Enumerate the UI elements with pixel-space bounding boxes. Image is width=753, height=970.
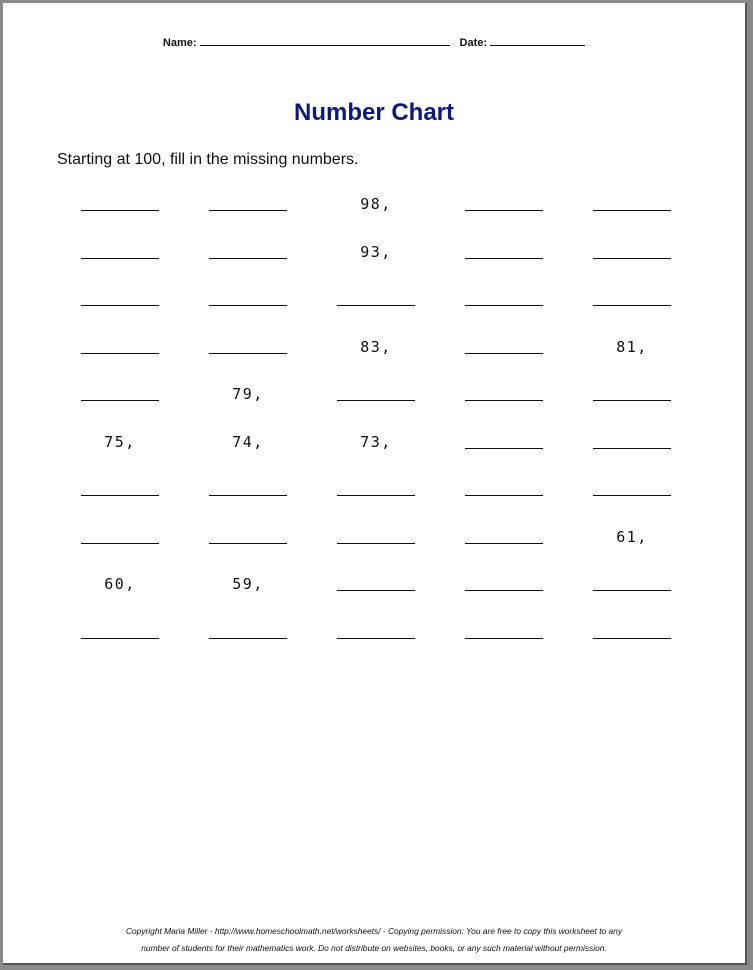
blank-line [465, 448, 543, 449]
number-value: 73, [360, 432, 392, 451]
blank-line [209, 495, 287, 496]
number-grid [55, 189, 695, 664]
missing-number-blank[interactable] [592, 427, 672, 463]
number-value: 75, [104, 432, 136, 451]
chart-row [55, 189, 695, 237]
blank-line [209, 543, 287, 544]
missing-number-blank[interactable] [336, 284, 416, 320]
given-number [80, 569, 160, 605]
missing-number-blank[interactable] [336, 379, 416, 415]
missing-number-blank[interactable] [464, 189, 544, 225]
missing-number-blank[interactable] [208, 522, 288, 558]
missing-number-blank[interactable] [464, 332, 544, 368]
missing-number-blank[interactable] [336, 617, 416, 653]
number-value: 83, [360, 337, 392, 356]
number-value: 81, [616, 337, 648, 356]
blank-line [593, 590, 671, 591]
given-number [208, 379, 288, 415]
blank-line [81, 400, 159, 401]
blank-line [337, 495, 415, 496]
missing-number-blank[interactable] [464, 284, 544, 320]
blank-line [593, 258, 671, 259]
worksheet-page [3, 3, 747, 965]
blank-line [81, 638, 159, 639]
blank-line [81, 495, 159, 496]
blank-line [593, 400, 671, 401]
given-number [592, 332, 672, 368]
blank-line [593, 495, 671, 496]
blank-line [209, 353, 287, 354]
missing-number-blank[interactable] [592, 189, 672, 225]
blank-line [337, 638, 415, 639]
header-line [3, 35, 745, 49]
missing-number-blank[interactable] [592, 617, 672, 653]
given-number [80, 427, 160, 463]
blank-line [465, 495, 543, 496]
missing-number-blank[interactable] [464, 474, 544, 510]
blank-line [465, 305, 543, 306]
missing-number-blank[interactable] [208, 189, 288, 225]
missing-number-blank[interactable] [80, 474, 160, 510]
blank-line [465, 543, 543, 544]
missing-number-blank[interactable] [80, 617, 160, 653]
chart-row [55, 474, 695, 522]
blank-line [81, 258, 159, 259]
missing-number-blank[interactable] [208, 474, 288, 510]
missing-number-blank[interactable] [336, 474, 416, 510]
chart-row [55, 569, 695, 617]
missing-number-blank[interactable] [80, 284, 160, 320]
missing-number-blank[interactable] [464, 569, 544, 605]
blank-line [81, 305, 159, 306]
number-value: 93, [360, 242, 392, 261]
chart-row [55, 237, 695, 285]
number-value: 98, [360, 195, 392, 213]
missing-number-blank[interactable] [80, 189, 160, 225]
name-label: Name: [162, 37, 197, 49]
chart-row [55, 284, 695, 332]
number-value: 59, [232, 575, 264, 593]
blank-line [465, 638, 543, 639]
missing-number-blank[interactable] [592, 284, 672, 320]
page-title: Number Chart [293, 99, 455, 126]
blank-line [593, 210, 671, 211]
blank-line [593, 448, 671, 449]
date-blank [490, 35, 585, 46]
blank-line [209, 638, 287, 639]
missing-number-blank[interactable] [464, 427, 544, 463]
blank-line [81, 543, 159, 544]
number-value: 61, [616, 527, 648, 546]
given-number [208, 427, 288, 463]
blank-line [209, 210, 287, 211]
given-number [336, 332, 416, 368]
date-label: Date: [459, 37, 488, 49]
missing-number-blank[interactable] [208, 617, 288, 653]
blank-line [593, 638, 671, 639]
blank-line [337, 400, 415, 401]
blank-line [337, 305, 415, 306]
missing-number-blank[interactable] [208, 284, 288, 320]
footer-line-2: number of students for their mathematics work. Do not distribute on websites, books, or any such material without permission. [141, 943, 607, 953]
chart-row [55, 617, 695, 665]
copyright-footer [3, 923, 745, 957]
missing-number-blank[interactable] [464, 522, 544, 558]
chart-row [55, 332, 695, 380]
blank-line [593, 305, 671, 306]
name-blank [200, 35, 450, 46]
missing-number-blank[interactable] [80, 379, 160, 415]
chart-row [55, 379, 695, 427]
blank-line [465, 590, 543, 591]
missing-number-blank[interactable] [464, 617, 544, 653]
missing-number-blank[interactable] [464, 237, 544, 273]
given-number [208, 569, 288, 605]
chart-row [55, 427, 695, 475]
blank-line [81, 210, 159, 211]
missing-number-blank[interactable] [592, 474, 672, 510]
given-number [336, 189, 416, 225]
number-value: 79, [232, 385, 264, 403]
blank-line [209, 305, 287, 306]
blank-line [337, 543, 415, 544]
blank-line [81, 353, 159, 354]
given-number [336, 237, 416, 273]
missing-number-blank[interactable] [80, 332, 160, 368]
blank-line [465, 210, 543, 211]
instructions: Starting at 100, fill in the missing numbers. [57, 151, 359, 168]
missing-number-blank[interactable] [464, 379, 544, 415]
blank-line [209, 258, 287, 259]
given-number [592, 522, 672, 558]
chart-row [55, 522, 695, 570]
missing-number-blank[interactable] [592, 569, 672, 605]
missing-number-blank[interactable] [208, 237, 288, 273]
missing-number-blank[interactable] [336, 522, 416, 558]
missing-number-blank[interactable] [592, 379, 672, 415]
blank-line [465, 353, 543, 354]
blank-line [465, 258, 543, 259]
footer-line-1: Copyright Maria Miller - http://www.homeschoolmath.net/worksheets/ - Copying permission: You are free to copy this worksheet to any [125, 926, 623, 936]
number-value: 60, [104, 575, 136, 593]
missing-number-blank[interactable] [80, 237, 160, 273]
missing-number-blank[interactable] [336, 569, 416, 605]
missing-number-blank[interactable] [80, 522, 160, 558]
blank-line [465, 400, 543, 401]
number-value: 74, [232, 432, 264, 451]
given-number [336, 427, 416, 463]
missing-number-blank[interactable] [208, 332, 288, 368]
blank-line [337, 590, 415, 591]
missing-number-blank[interactable] [592, 237, 672, 273]
